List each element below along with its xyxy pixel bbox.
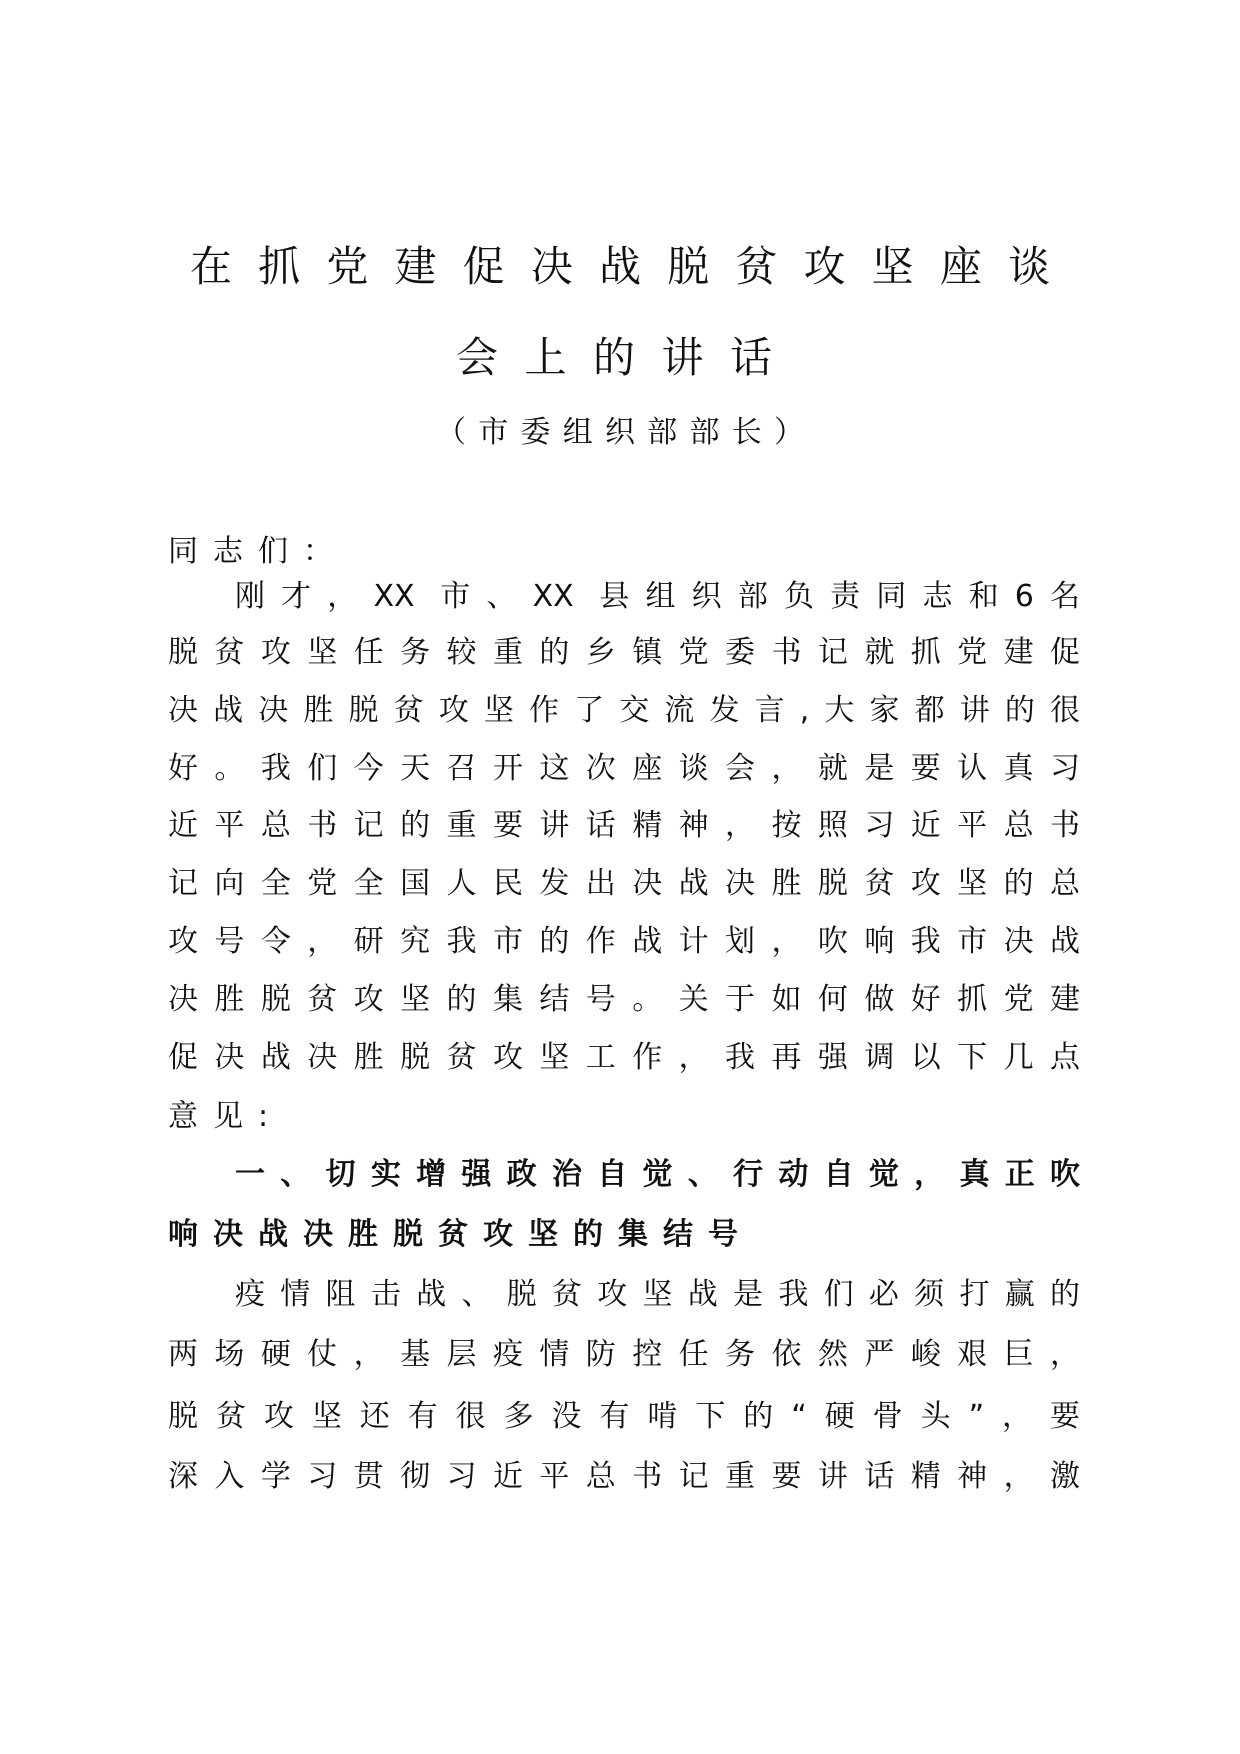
paragraph-line: 决胜脱贫攻坚的集结号。关于如何做好抓党建 [168,982,1080,1017]
document-title-line-2: 会上的讲话 [456,333,772,382]
paragraph-line: 两场硬仗，基层疫情防控任务依然严峻艰巨， [168,1337,1080,1372]
paragraph-line: 攻号令，研究我市的作战计划，吹响我市决战 [168,924,1080,959]
section-heading-line: 响决战决胜脱贫攻坚的集结号 [168,1217,753,1252]
paragraph-line: 好。我们今天召开这次座谈会，就是要认真习 [168,751,1080,786]
paragraph-line: 促决战决胜脱贫攻坚工作，我再强调以下几点 [168,1040,1080,1075]
paragraph-line: 脱贫攻坚任务较重的乡镇党委书记就抓党建促 [168,635,1080,670]
paragraph-line: 决战决胜脱贫攻坚作了交流发言,大家都讲的很 [168,693,1080,728]
paragraph-line: 近平总书记的重要讲话精神，按照习近平总书 [168,808,1080,843]
paragraph-line: 疫情阻击战、脱贫攻坚战是我们必须打赢的 [235,1277,1080,1312]
salutation: 同志们： [168,534,348,569]
paragraph-line: 记向全党全国人民发出决战决胜脱贫攻坚的总 [168,866,1080,901]
paragraph-line: 刚才，XX 市、XX 县组织部负责同志和6名 [235,579,1080,614]
paragraph-line: 深入学习贯彻习近平总书记重要讲话精神，激 [168,1459,1080,1494]
document-subtitle: （市委组织部部长） [436,415,804,450]
paragraph-line: 脱贫攻坚还有很多没有啃下的“硬骨头”，要 [168,1399,1080,1434]
document-title-line-1: 在抓党建促决战脱贫攻坚座谈 [190,242,1050,291]
section-heading-line: 一、切实增强政治自觉、行动自觉，真正吹 [235,1157,1080,1192]
paragraph-line: 意见: [168,1099,284,1134]
